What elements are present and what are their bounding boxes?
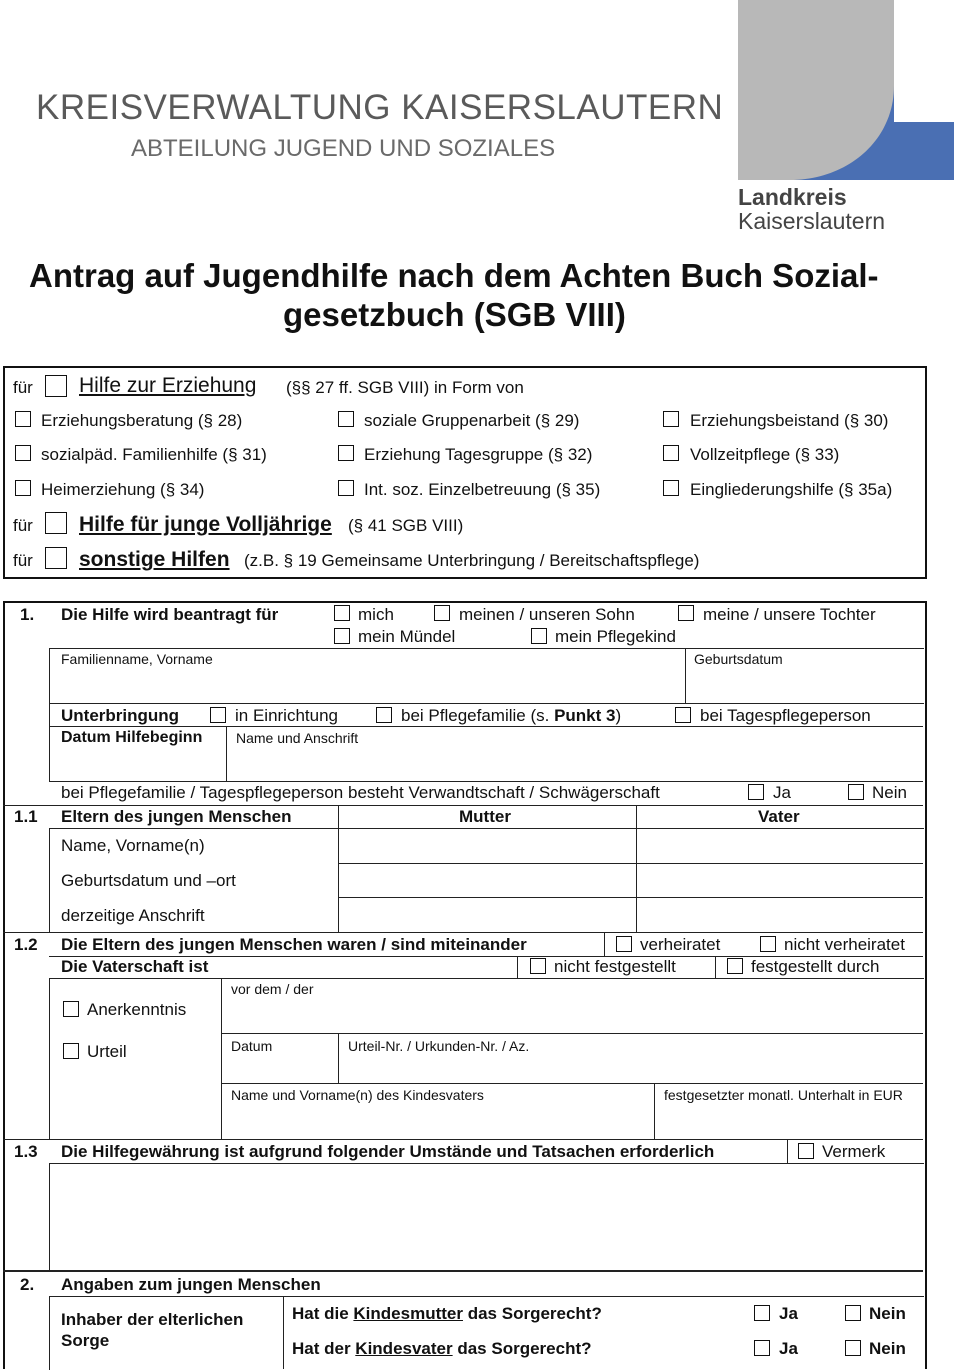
fuer-label: für <box>13 516 33 535</box>
vater-sorgerecht-nein-checkbox[interactable] <box>845 1340 861 1356</box>
name-kindesvater-input[interactable] <box>225 1105 650 1136</box>
einzelbetreuung-label: Int. soz. Einzelbetreuung (§ 35) <box>364 480 601 499</box>
nicht-verheiratet-label: nicht verheiratet <box>784 935 905 954</box>
heimerziehung-label: Heimerziehung (§ 34) <box>41 480 205 499</box>
section-1-2-heading: Die Eltern des jungen Menschen waren / sind miteinander <box>61 935 527 954</box>
vater-sorgerecht-ja-label: Ja <box>779 1339 798 1358</box>
form-title-line1: Antrag auf Jugendhilfe nach dem Achten Buch Sozial- <box>29 257 879 294</box>
verwandtschaft-ja-label: Ja <box>773 783 791 802</box>
mutter-geburt-input[interactable] <box>341 866 633 895</box>
urteil-nr-input[interactable] <box>342 1055 920 1081</box>
tagesgruppe-label: Erziehung Tagesgruppe (§ 32) <box>364 445 593 464</box>
unterhalt-label: festgesetzter monatl. Unterhalt in EUR <box>664 1087 903 1103</box>
logo-text-landkreis: Landkreis <box>738 184 847 210</box>
mutter-sorgerecht-ja-checkbox[interactable] <box>754 1305 770 1321</box>
form-title-line2: gesetzbuch (SGB VIII) <box>283 296 626 333</box>
name-kindesvater-label: Name und Vorname(n) des Kindesvaters <box>231 1087 484 1103</box>
datum-hilfebeginn-label: Datum Hilfebeginn <box>61 729 203 746</box>
eingliederungshilfe-checkbox[interactable] <box>663 480 679 496</box>
vater-sorgerecht-nein-label: Nein <box>869 1339 906 1358</box>
urteil-checkbox[interactable] <box>63 1043 79 1059</box>
sonstige-hilfen-suffix: (z.B. § 19 Gemeinsame Unterbringung / Bereitschaftspflege) <box>244 551 700 570</box>
datum-hilfebeginn-input[interactable] <box>52 750 222 778</box>
q2-prefix: Hat der <box>292 1339 356 1358</box>
sohn-checkbox[interactable] <box>434 605 450 621</box>
urteil-label: Urteil <box>87 1042 127 1061</box>
tagespflegeperson-checkbox[interactable] <box>675 707 691 723</box>
erziehungsberatung-checkbox[interactable] <box>15 411 31 427</box>
section-2-heading: Angaben zum jungen Menschen <box>61 1275 321 1294</box>
section-1-3-number: 1.3 <box>14 1142 38 1161</box>
eltern-row-geburt: Geburtsdatum und –ort <box>61 871 236 890</box>
section-2-number: 2. <box>20 1275 35 1294</box>
erziehungsberatung-label: Erziehungsberatung (§ 28) <box>41 411 243 430</box>
eingliederungshilfe-label: Eingliederungshilfe (§ 35a) <box>690 480 893 499</box>
mutter-anschrift-input[interactable] <box>341 900 633 929</box>
volljaehrige-checkbox[interactable] <box>45 512 67 534</box>
section-1-1-heading: Eltern des jungen Menschen <box>61 807 292 826</box>
anerkenntnis-label: Anerkenntnis <box>87 1000 187 1019</box>
tochter-label: meine / unsere Tochter <box>703 605 876 624</box>
anerkenntnis-checkbox[interactable] <box>63 1001 79 1017</box>
einrichtung-anschrift-input[interactable] <box>230 750 920 778</box>
org-name: KREISVERWALTUNG KAISERSLAUTERN <box>36 88 724 127</box>
unterbringung-label: Unterbringung <box>61 706 180 725</box>
sonstige-hilfen-label: sonstige Hilfen <box>79 548 230 571</box>
nicht-verheiratet-checkbox[interactable] <box>760 936 776 952</box>
gruppenarbeit-checkbox[interactable] <box>338 411 354 427</box>
kindesvater-word: Kindesvater <box>355 1339 453 1358</box>
kindesmutter-word: Kindesmutter <box>353 1304 463 1323</box>
hilfe-zur-erziehung-suffix: (§§ 27 ff. SGB VIII) in Form von <box>286 378 524 397</box>
sonstige-hilfen-checkbox[interactable] <box>45 547 67 569</box>
geburtsdatum-label: Geburtsdatum <box>694 651 783 667</box>
q2-suffix: das Sorgerecht? <box>452 1339 592 1358</box>
muendel-checkbox[interactable] <box>334 628 350 644</box>
familienhilfe-checkbox[interactable] <box>15 445 31 461</box>
vater-geburt-input[interactable] <box>639 866 920 895</box>
erziehungsbeistand-checkbox[interactable] <box>663 411 679 427</box>
mutter-header: Mutter <box>459 807 511 826</box>
nicht-festgestellt-label: nicht festgestellt <box>554 957 676 976</box>
familienhilfe-label: sozialpäd. Familienhilfe (§ 31) <box>41 445 267 464</box>
q1-suffix: das Sorgerecht? <box>462 1304 602 1323</box>
vater-name-input[interactable] <box>639 831 920 861</box>
punkt-3-ref: Punkt 3 <box>554 706 616 725</box>
logo-text-kaiserslautern: Kaiserslautern <box>738 208 886 234</box>
sohn-label: meinen / unseren Sohn <box>459 605 635 624</box>
section-1-number: 1. <box>20 605 35 624</box>
child-birthdate-input[interactable] <box>688 670 920 700</box>
festgestellt-durch-label: festgestellt durch <box>751 957 880 976</box>
pflegefamilie-text: bei Pflegefamilie (s. <box>401 706 555 725</box>
vaterschaft-label: Die Vaterschaft ist <box>61 957 209 976</box>
verwandtschaft-ja-checkbox[interactable] <box>748 784 764 800</box>
name-anschrift-label: Name und Anschrift <box>236 730 359 746</box>
fuer-mich-checkbox[interactable] <box>334 605 350 621</box>
urteil-datum-input[interactable] <box>225 1055 335 1081</box>
child-name-input[interactable] <box>52 670 682 700</box>
pflegefamilie-label <box>401 706 621 726</box>
vater-sorgerecht-ja-checkbox[interactable] <box>754 1340 770 1356</box>
volljaehrige-suffix: (§ 41 SGB VIII) <box>348 516 464 535</box>
hilfe-zur-erziehung-label: Hilfe zur Erziehung <box>79 374 257 397</box>
fuer-label: für <box>13 551 33 570</box>
eltern-row-name: Name, Vorname(n) <box>61 836 205 855</box>
tagesgruppe-checkbox[interactable] <box>338 445 354 461</box>
urteil-nr-label: Urteil-Nr. / Urkunden-Nr. / Az. <box>348 1038 530 1054</box>
verheiratet-checkbox[interactable] <box>616 936 632 952</box>
logo-shape-icon <box>738 0 960 185</box>
hilfe-zur-erziehung-checkbox[interactable] <box>45 375 67 397</box>
einrichtung-checkbox[interactable] <box>210 707 226 723</box>
mutter-sorgerecht-nein-label: Nein <box>869 1304 906 1323</box>
gruppenarbeit-label: soziale Gruppenarbeit (§ 29) <box>364 411 580 430</box>
vollzeitpflege-label: Vollzeitpflege (§ 33) <box>690 445 840 464</box>
section-1-3-heading: Die Hilfegewährung ist aufgrund folgender Umstände und Tatsachen erforderlich <box>61 1142 715 1161</box>
verwandtschaft-nein-label: Nein <box>872 783 907 802</box>
verwandtschaft-nein-checkbox[interactable] <box>848 784 864 800</box>
vor-dem-label: vor dem / der <box>231 981 314 997</box>
fuer-mich-label: mich <box>358 605 394 624</box>
department-name: ABTEILUNG JUGEND UND SOZIALES <box>131 135 556 162</box>
nicht-festgestellt-checkbox[interactable] <box>530 958 546 974</box>
pflegekind-checkbox[interactable] <box>531 628 547 644</box>
kindesvater-question <box>292 1339 592 1359</box>
umstaende-box[interactable] <box>49 1163 924 1271</box>
mutter-sorgerecht-nein-checkbox[interactable] <box>845 1305 861 1321</box>
section-1-1-number: 1.1 <box>14 807 38 826</box>
vermerk-checkbox[interactable] <box>798 1143 814 1159</box>
tochter-checkbox[interactable] <box>678 605 694 621</box>
pflegekind-label: mein Pflegekind <box>555 627 676 646</box>
verheiratet-label: verheiratet <box>640 935 721 954</box>
vor-dem-input[interactable] <box>225 1000 920 1030</box>
mutter-name-input[interactable] <box>341 831 633 861</box>
tagespflegeperson-label: bei Tagespflegeperson <box>700 706 871 725</box>
einrichtung-label: in Einrichtung <box>235 706 339 725</box>
section-1-heading: Die Hilfe wird beantragt für <box>61 605 279 624</box>
datum-label: Datum <box>231 1038 273 1054</box>
vater-header: Vater <box>758 807 800 826</box>
landkreis-logo <box>738 0 960 240</box>
festgestellt-durch-checkbox[interactable] <box>727 958 743 974</box>
muendel-label: mein Mündel <box>358 627 456 646</box>
section-1-2-number: 1.2 <box>14 935 38 954</box>
vater-anschrift-input[interactable] <box>639 900 920 929</box>
pflegefamilie-close: ) <box>615 706 622 725</box>
vermerk-label: Vermerk <box>822 1142 886 1161</box>
heimerziehung-checkbox[interactable] <box>15 480 31 496</box>
q1-prefix: Hat die <box>292 1304 354 1323</box>
erziehungsbeistand-label: Erziehungsbeistand (§ 30) <box>690 411 889 430</box>
volljaehrige-label: Hilfe für junge Volljährige <box>79 513 332 536</box>
inhaber-sorge-line1: Inhaber der elterlichen <box>61 1310 244 1329</box>
pflegefamilie-checkbox[interactable] <box>376 707 392 723</box>
einzelbetreuung-checkbox[interactable] <box>338 480 354 496</box>
kindesmutter-question <box>292 1304 602 1324</box>
vollzeitpflege-checkbox[interactable] <box>663 445 679 461</box>
familienname-label: Familienname, Vorname <box>61 651 213 667</box>
unterhalt-input[interactable] <box>658 1105 920 1136</box>
mutter-sorgerecht-ja-label: Ja <box>779 1304 798 1323</box>
fuer-label: für <box>13 378 33 397</box>
verwandtschaft-label: bei Pflegefamilie / Tagespflegeperson besteht Verwandtschaft / Schwägerschaft <box>61 783 660 802</box>
eltern-row-anschrift: derzeitige Anschrift <box>61 906 205 925</box>
inhaber-sorge-line2: Sorge <box>61 1331 110 1350</box>
